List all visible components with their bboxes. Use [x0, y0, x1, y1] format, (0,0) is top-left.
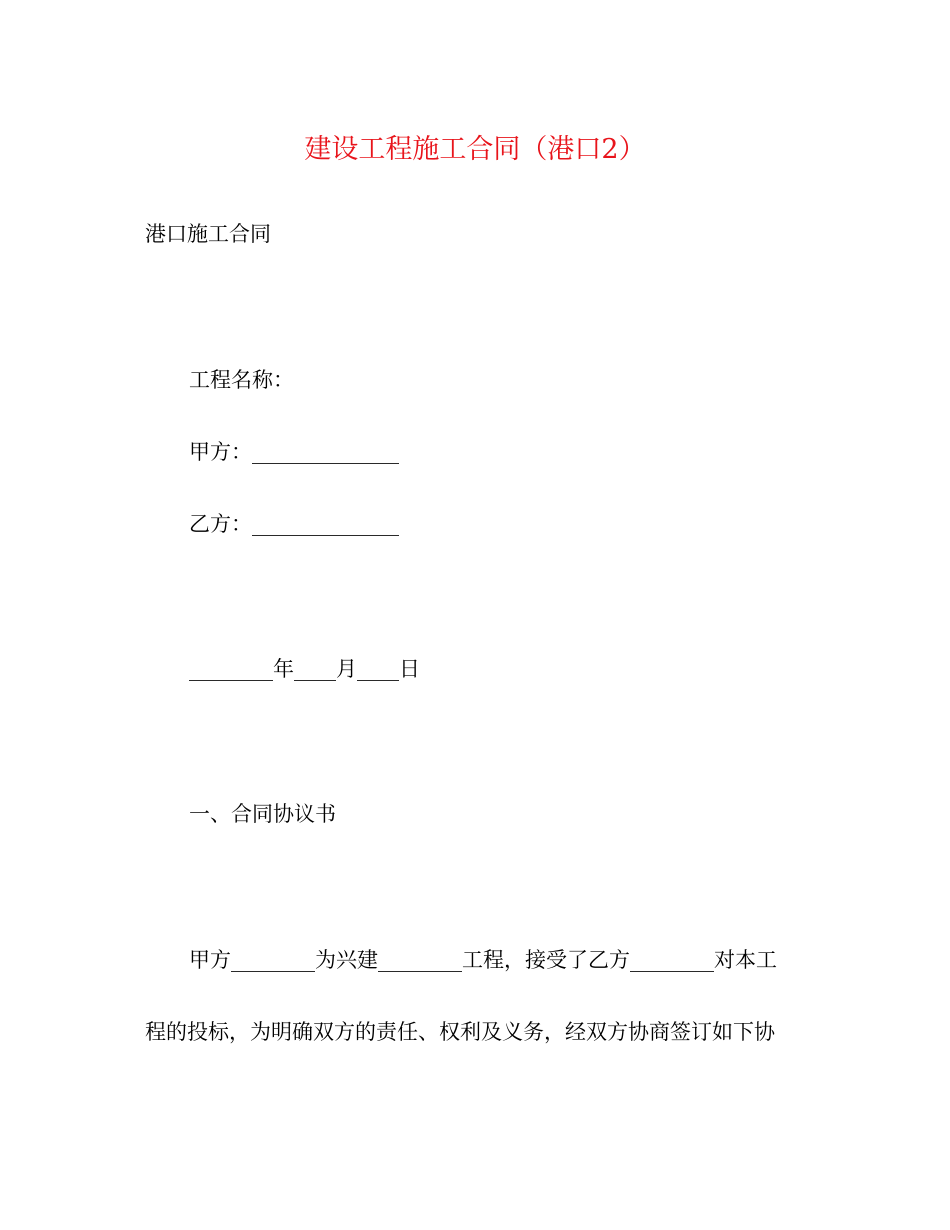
paragraph-line-1: 甲方________为兴建________工程，接受了乙方________对本工	[189, 948, 777, 972]
document-title: 建设工程施工合同（港口2）	[304, 134, 646, 165]
project-name-field: 工程名称：	[189, 368, 294, 392]
date-field: ________年____月____日	[189, 657, 420, 681]
party-a-field: 甲方：______________	[189, 440, 399, 464]
section-heading: 一、合同协议书	[189, 802, 336, 826]
party-b-field: 乙方：______________	[189, 512, 399, 536]
paragraph-line-2: 程的投标，为明确双方的责任、权利及义务，经双方协商签订如下协	[145, 1020, 775, 1044]
document-subtitle: 港口施工合同	[145, 222, 271, 246]
